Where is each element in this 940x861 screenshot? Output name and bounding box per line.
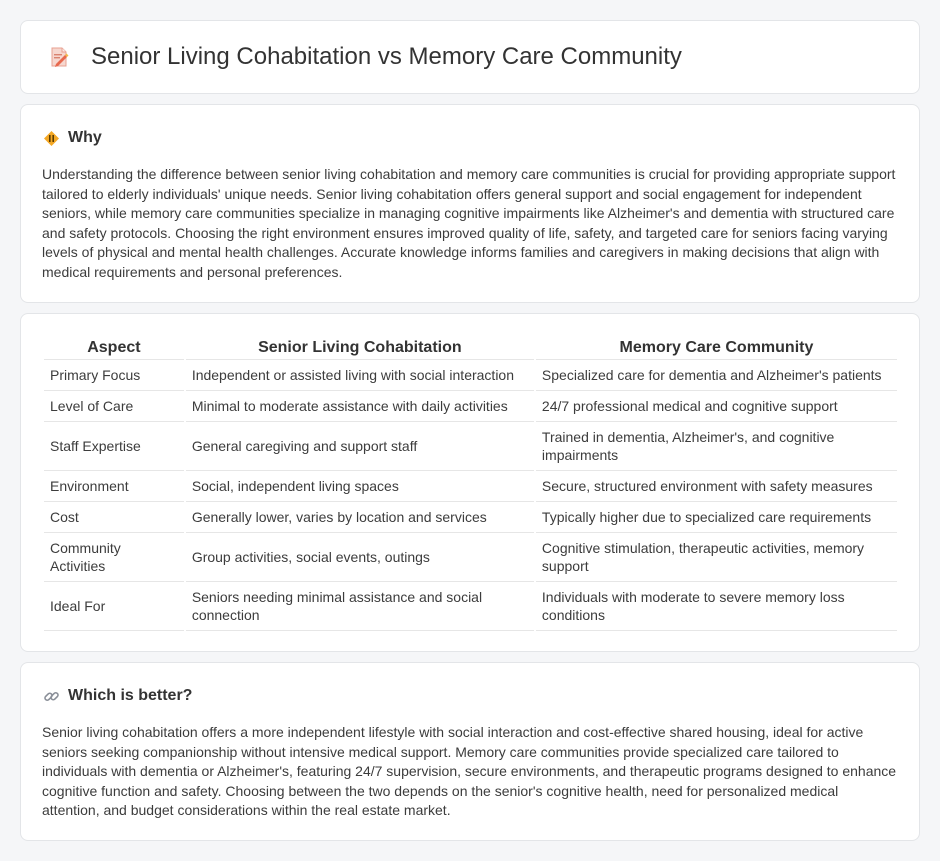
table-cell: Environment (44, 471, 184, 502)
table-cell: Level of Care (44, 391, 184, 422)
table-row (44, 360, 897, 391)
why-heading: Why (68, 129, 102, 146)
table-cell: Individuals with moderate to severe memory loss conditions (536, 582, 897, 631)
table-row (44, 533, 897, 582)
table-cell: Group activities, social events, outings (186, 533, 534, 582)
header-aspect: Aspect (44, 334, 184, 360)
table-cell: Secure, structured environment with safety measures (536, 471, 897, 502)
table-row (44, 502, 897, 533)
table-cell: Ideal For (44, 582, 184, 631)
table-cell: General caregiving and support staff (186, 422, 534, 471)
document-pencil-icon (47, 45, 71, 69)
comparison-table (42, 334, 899, 631)
table-row (44, 471, 897, 502)
link-icon (43, 688, 60, 705)
table-cell: Independent or assisted living with social interaction (186, 360, 534, 391)
table-cell: 24/7 professional medical and cognitive support (536, 391, 897, 422)
table-cell: Primary Focus (44, 360, 184, 391)
which-is-better-section (20, 662, 920, 841)
why-section (20, 104, 920, 303)
title-card (20, 20, 920, 94)
table-cell: Typically higher due to specialized care requirements (536, 502, 897, 533)
why-text: Understanding the difference between senior living cohabitation and memory care communities is crucial for providing appropriate support tailored to elderly individuals' unique needs. Senior living cohabitation offers general support and social engagement for independent seniors, while memory care communities specialize in managing cognitive impairments like Alzheimer's and dementia with structured care and safety protocols. Choosing the right environment ensures improved quality of life, safety, and targeted care for seniors facing varying levels of physical and mental health challenges. Accurate knowledge informs families and caregivers in making decisions that align with medical requirements and personal preferences. (42, 166, 896, 280)
table-row (44, 422, 897, 471)
table-row (44, 582, 897, 631)
table-cell: Trained in dementia, Alzheimer's, and cognitive impairments (536, 422, 897, 471)
which-is-better-heading: Which is better? (68, 687, 193, 704)
comparison-table-card (20, 313, 920, 652)
page-title: Senior Living Cohabitation vs Memory Care Community (91, 43, 682, 70)
table-cell: Generally lower, varies by location and services (186, 502, 534, 533)
header-memory-care: Memory Care Community (536, 334, 897, 360)
table-cell: Cost (44, 502, 184, 533)
table-cell: Specialized care for dementia and Alzheimer's patients (536, 360, 897, 391)
header-senior-living: Senior Living Cohabitation (186, 334, 534, 360)
table-row (44, 391, 897, 422)
warning-diamond-icon (43, 130, 60, 147)
which-is-better-text: Senior living cohabitation offers a more independent lifestyle with social interaction and cost-effective shared housing, ideal for active seniors seeking companionship without intensive medical support. Memory care communities provide specialized care tailored to individuals with dementia or Alzheimer's, featuring 24/7 supervision, secure environments, and therapeutic programs designed to enhance cognitive function and safety. Choosing between the two depends on the senior's cognitive health, need for personalized medical attention, and budget considerations within the real estate market. (42, 724, 897, 818)
table-cell: Staff Expertise (44, 422, 184, 471)
table-cell: Social, independent living spaces (186, 471, 534, 502)
table-cell: Cognitive stimulation, therapeutic activities, memory support (536, 533, 897, 582)
table-cell: Minimal to moderate assistance with daily activities (186, 391, 534, 422)
table-cell: Seniors needing minimal assistance and social connection (186, 582, 534, 631)
table-cell: Community Activities (44, 533, 184, 582)
